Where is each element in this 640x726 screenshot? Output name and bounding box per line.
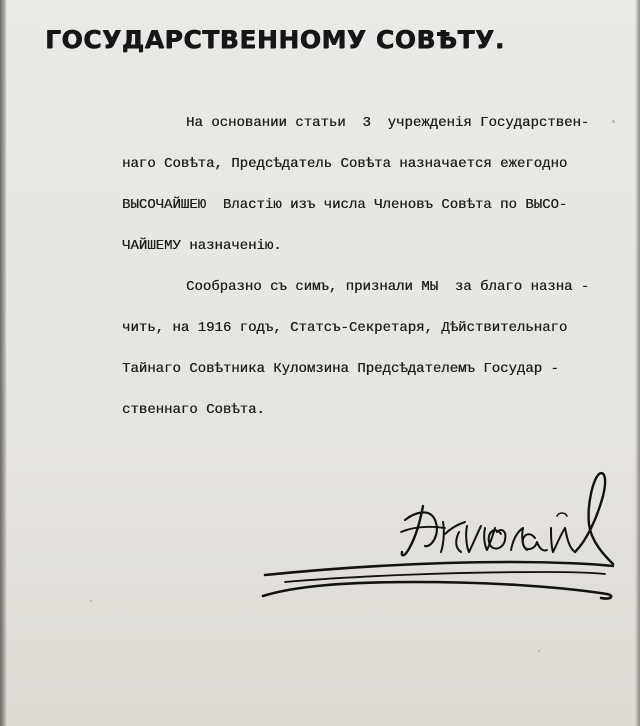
page-left-edge-shadow [0,0,7,726]
text-line-5: Сообразно съ симъ, признали МЫ за благо назна - [186,279,590,295]
text-line-1: На основании статьи 3 учрежденія Государствен- [186,115,590,131]
text-line-6: чить, на 1916 годъ, Статсъ-Секретаря, Дѣйствительнаго [122,320,568,336]
text-line-2: наго Совѣта, Предсѣдатель Совѣта назначается ежегодно [122,156,568,172]
paper-speck [90,600,92,602]
text-line-3: ВЫСОЧАЙШЕЮ Властію изъ числа Членовъ Совѣта по ВЫСО- [122,197,568,213]
paper-speck [538,650,540,652]
text-line-4: ЧАЙШЕМУ назначенію. [122,238,282,254]
text-line-8: ственнаго Совѣта. [122,402,265,418]
document-heading: ГОСУДАРСТВЕННОМУ СОВѢТУ. [45,25,505,54]
handwritten-signature [255,462,630,612]
text-line-7: Тайнаго Совѣтника Куломзина Предсѣдателемъ Государ - [122,361,559,377]
page-right-edge-shadow [635,0,640,726]
paper-speck [612,120,615,123]
